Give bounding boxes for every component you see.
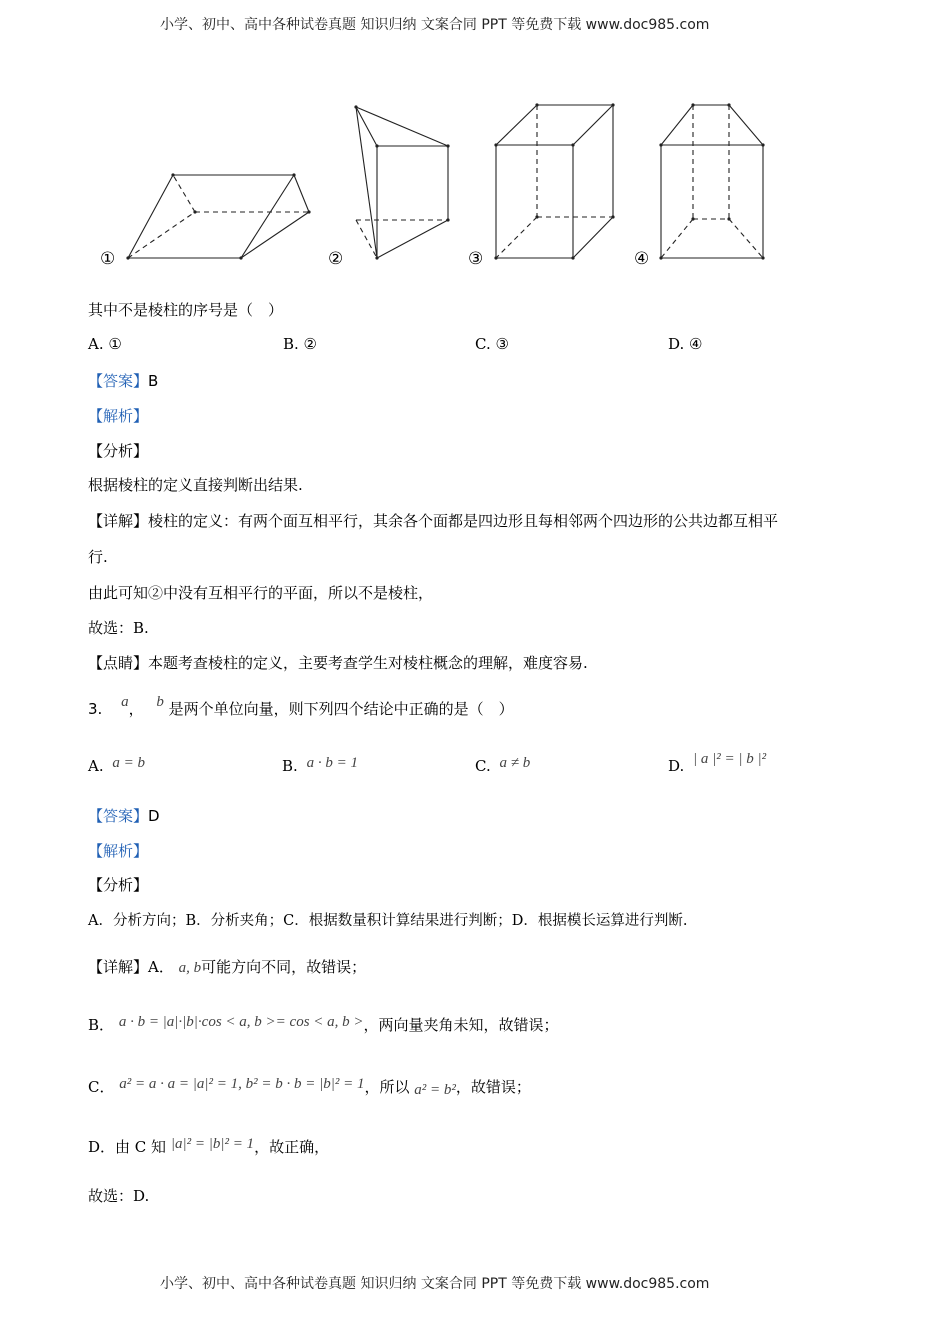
answer-value: B [148, 372, 159, 390]
q3-option-d-math: | a |² = | b |² [693, 751, 767, 767]
q3-option-b-letter: B. [282, 757, 298, 775]
q2-detail-line1 [88, 510, 778, 531]
q3-option-c [475, 757, 530, 776]
footer-banner: 小学、初中、高中各种试卷真题 知识归纳 文案合同 PPT 等免费下载 www.doc985.com [160, 1276, 710, 1292]
prism-figures [95, 95, 785, 280]
detail-d-math: |a|² = |b|² = 1 [170, 1136, 255, 1152]
detail-c-text: ，故错误； [455, 1078, 531, 1096]
detail-text: 棱柱的定义：有两个面互相平行，其余各个面都是四边形且每相邻两个四边形的公共边都互相平 [148, 512, 779, 530]
q3-var-a: a [121, 694, 129, 710]
q2-detail-line2: 行. [88, 548, 108, 566]
q2-conclusion: 故选：B. [88, 619, 149, 637]
q3-detail-a [88, 956, 366, 977]
q3-option-a [88, 757, 145, 776]
fenxi-label: 【分析】 [88, 442, 149, 460]
detail-label: 【详解】 [88, 958, 149, 976]
analysis-label: 【解析】 [88, 407, 149, 425]
q3-var-b: b [156, 694, 164, 710]
figure-2-wedge [354, 105, 449, 259]
detail-a-text: 可能方向不同，故错误； [201, 958, 367, 976]
header-banner: 小学、初中、高中各种试卷真题 知识归纳 文案合同 PPT 等免费下载 www.doc985.com [160, 17, 710, 33]
q2-option-b: B. ② [283, 335, 318, 353]
detail-label: 【详解】 [88, 512, 149, 530]
figure-label-4: ④ [634, 249, 650, 269]
q3-stem: 是两个单位向量，则下列四个结论中正确的是（ ） [168, 700, 514, 718]
q2-dianjing-line [88, 652, 588, 673]
q3-detail-d [88, 1136, 329, 1157]
q3-option-a-math: a = b [112, 755, 146, 771]
detail-b-math: a · b = |a|·|b|·cos < a, b >= cos < a, b > [118, 1014, 364, 1030]
detail-d-text: ，故正确， [254, 1138, 330, 1156]
figure-4-frustum [659, 103, 764, 259]
q3-conclusion: 故选：D. [88, 1187, 150, 1205]
fenxi-label: 【分析】 [88, 876, 149, 894]
q3-option-b [282, 757, 358, 776]
q2-stem: 其中不是棱柱的序号是（ ） [88, 301, 284, 319]
answer-label: 【答案】 [88, 807, 149, 825]
q3-option-d [668, 751, 767, 776]
figure-3-cuboid [494, 103, 614, 259]
q2-option-d: D. ④ [668, 335, 703, 353]
q2-detail-line3: 由此可知②中没有互相平行的平面，所以不是棱柱， [88, 584, 434, 602]
answer-value: D [148, 807, 160, 825]
detail-a-prefix: A． [148, 958, 174, 976]
q2-fenxi-text: 根据棱柱的定义直接判断出结果. [88, 476, 303, 494]
q3-answer-line [88, 805, 160, 826]
dianjing-text: 本题考查棱柱的定义，主要考查学生对棱柱概念的理解，难度容易. [148, 654, 588, 672]
detail-b-prefix: B． [88, 1016, 115, 1034]
detail-d-prefix: D．由 C 知 [88, 1138, 167, 1156]
q3-detail-c [88, 1076, 531, 1097]
q2-answer-line [88, 370, 158, 391]
figure-label-2: ② [328, 249, 344, 269]
detail-c-math2: a² = b² [414, 1082, 456, 1098]
figure-label-1: ① [100, 249, 116, 269]
figure-label-3: ③ [468, 249, 484, 269]
q2-option-c: C. ③ [475, 335, 509, 353]
q2-option-a: A. ① [88, 335, 122, 353]
q3-option-c-math: a ≠ b [499, 755, 531, 771]
answer-label: 【答案】 [88, 372, 149, 390]
figure-1-oblique-prism [126, 173, 310, 259]
detail-a-math: a, b [178, 960, 202, 976]
q3-detail-b [88, 1014, 559, 1035]
detail-c-prefix: C． [88, 1078, 115, 1096]
detail-c-mid: ，所以 [364, 1078, 410, 1096]
detail-c-math: a² = a · a = |a|² = 1, b² = b · b = |b|² = 1 [119, 1076, 365, 1092]
q3-option-d-letter: D. [668, 757, 685, 775]
q3-stem-line: 3. a， b 是两个单位向量，则下列四个结论中正确的是（ ） [88, 694, 514, 718]
dianjing-label: 【点睛】 [88, 654, 149, 672]
analysis-label: 【解析】 [88, 842, 149, 860]
q3-option-a-letter: A. [88, 757, 104, 775]
q3-option-c-letter: C. [475, 757, 491, 775]
q3-fenxi-text: A．分析方向；B．分析夹角；C．根据数量积计算结果进行判断；D．根据模长运算进行判断. [88, 913, 688, 929]
q3-option-b-math: a · b = 1 [306, 755, 358, 771]
detail-b-text: ，两向量夹角未知，故错误； [363, 1016, 559, 1034]
q3-number: 3. [88, 700, 103, 718]
